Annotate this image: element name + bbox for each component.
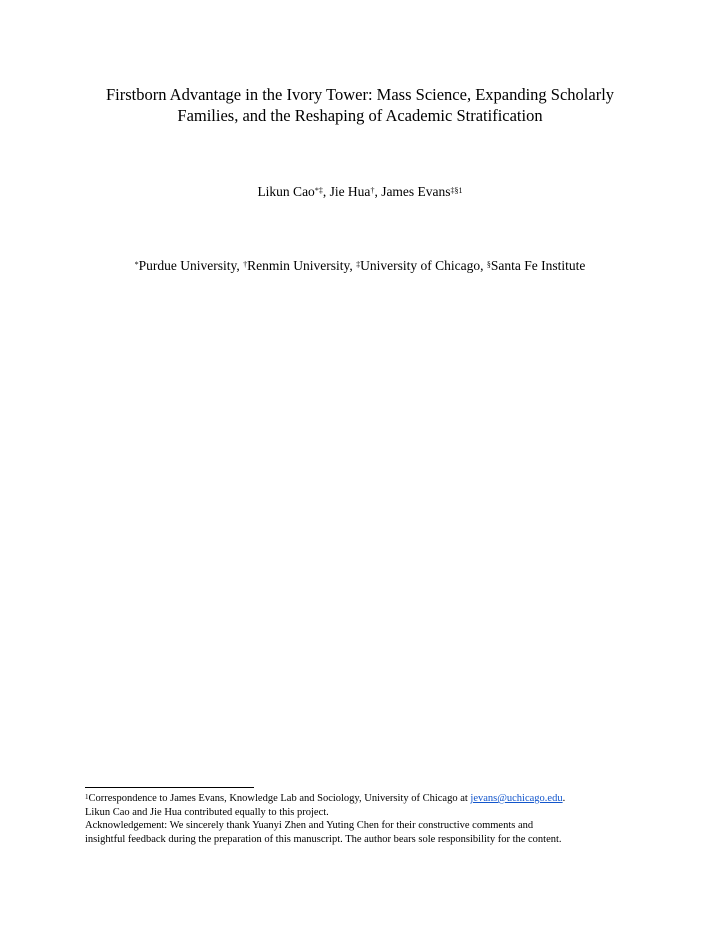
footnote-correspondence: [85, 792, 645, 806]
affiliation-mark: *: [134, 260, 139, 269]
footnote-acknowledgement-line-2: insightful feedback during the preparation of this manuscript. The author bears sole responsibility for the content.: [85, 833, 562, 845]
affiliation-separator: ,: [236, 258, 244, 273]
affiliation-mark: †: [243, 260, 248, 269]
author-marks: *‡: [314, 186, 323, 195]
correspondence-end: .: [562, 793, 566, 804]
affiliation-mark: §: [486, 260, 491, 269]
author-name: Likun Cao: [257, 184, 315, 199]
paper-title: [80, 84, 640, 126]
affiliation-name: University of Chicago: [360, 258, 481, 273]
footnotes: [85, 792, 645, 846]
footnote-mark: 1: [85, 793, 89, 801]
author-list: [0, 183, 720, 201]
affiliation-list: [0, 257, 720, 275]
affiliation-name: Santa Fe Institute: [490, 258, 586, 273]
author-separator: ,: [374, 184, 382, 199]
author-marks: ‡§1: [450, 186, 463, 195]
correspondence-text: Correspondence to James Evans, Knowledge Lab and Sociology, University of Chicago at: [88, 793, 471, 804]
title-line-1: Firstborn Advantage in the Ivory Tower: Mass Science, Expanding Scholarly: [105, 85, 615, 104]
affiliation-separator: ,: [349, 258, 357, 273]
affiliation-mark: ‡: [356, 260, 361, 269]
footnote-rule: [85, 787, 254, 788]
author-name: James Evans: [381, 184, 451, 199]
author-name: Jie Hua: [329, 184, 371, 199]
affiliation-name: Renmin University: [247, 258, 350, 273]
author-separator: ,: [322, 184, 330, 199]
footnote-acknowledgement-line-1: Acknowledgement: We sincerely thank Yuanyi Zhen and Yuting Chen for their constructive comments and: [85, 820, 534, 831]
title-line-2: Families, and the Reshaping of Academic Stratification: [177, 106, 543, 125]
email-link[interactable]: jevans@uchicago.edu: [470, 793, 563, 804]
affiliation-name: Purdue University: [138, 258, 237, 273]
footnote-equal-contribution: Likun Cao and Jie Hua contributed equally to this project.: [85, 806, 329, 818]
author-marks: †: [370, 186, 375, 195]
affiliation-separator: ,: [480, 258, 487, 273]
